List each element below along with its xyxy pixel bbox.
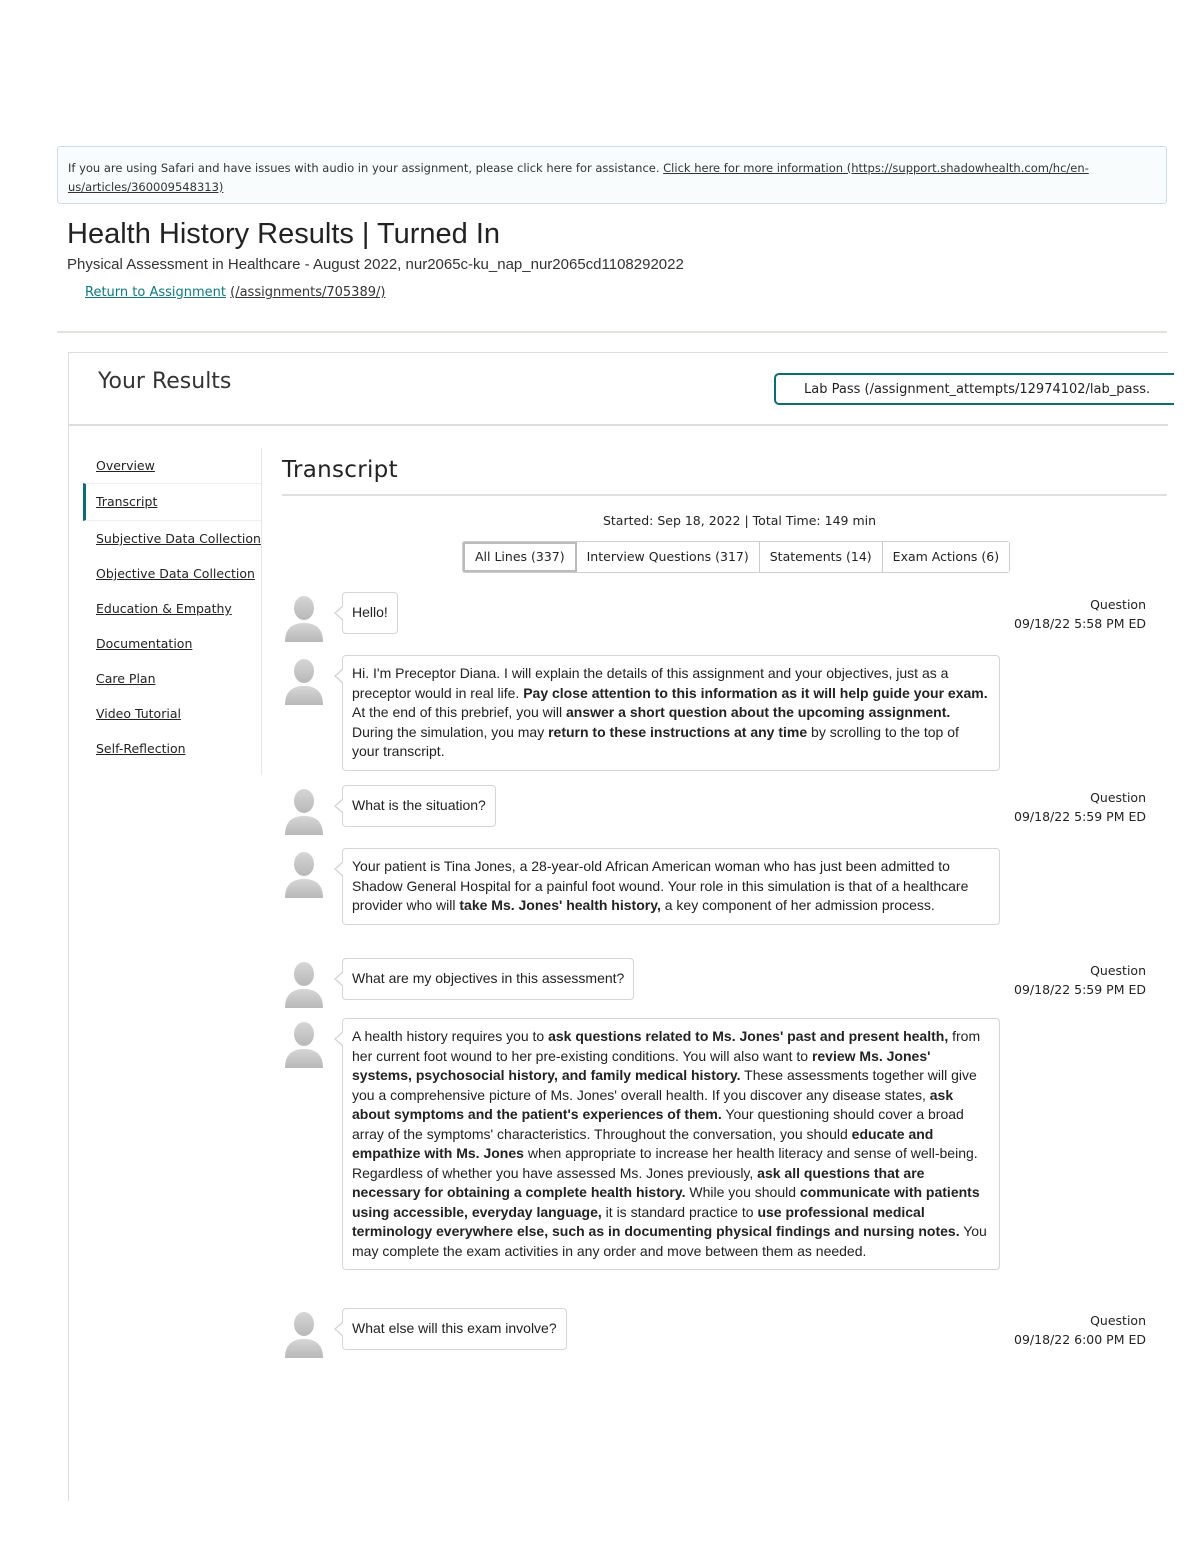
message-meta <box>1010 1311 1146 1349</box>
course-subtitle: Physical Assessment in Healthcare - August 2022, nur2065c-ku_nap_nur2065cd1108292022 <box>67 256 684 273</box>
message-text: a key component of her admission process. <box>660 897 935 913</box>
message-text: when appropriate to increase her health literacy and sense of well-being. Regardless of whether you have assessed Ms. Jones previously, <box>352 1145 978 1181</box>
avatar-icon <box>282 848 326 900</box>
transcript-divider <box>282 494 1167 496</box>
sidebar-item-overview[interactable]: Overview <box>96 458 155 473</box>
page-title: Health History Results | Turned In <box>67 218 501 250</box>
sidebar-item-video-tutorial[interactable]: Video Tutorial <box>96 706 181 721</box>
sidebar-item-self-reflection[interactable]: Self-Reflection <box>96 741 186 756</box>
avatar-icon <box>282 958 326 1010</box>
message-bubble: What is the situation? <box>342 785 496 827</box>
message-text: While you should <box>685 1184 800 1200</box>
message-text: These assessments together will give you a comprehensive picture of Ms. Jones' overall health. If you discover any disease states, <box>352 1067 977 1103</box>
sidebar-item-education-and-empathy[interactable]: Education & Empathy <box>96 601 232 616</box>
message-emphasis: ask all questions that are necessary for obtaining a complete health history. <box>352 1164 925 1200</box>
return-to-assignment-link[interactable]: Return to Assignment <box>85 285 226 300</box>
results-title: Your Results <box>98 369 232 394</box>
message-bubble: What are my objectives in this assessment? <box>342 958 634 1000</box>
message-timestamp: 09/18/22 5:58 PM ED <box>1014 616 1146 631</box>
filter-tab[interactable]: Statements (14) <box>760 542 883 572</box>
message-emphasis: review Ms. Jones' systems, psychosocial history, and family medical history. <box>352 1047 931 1083</box>
notice-more-info-link[interactable]: Click here for more information (https://support.shadowhealth.com/hc/en-us/articles/360009548313) <box>68 161 1089 194</box>
transcript-started-info: Started: Sep 18, 2022 | Total Time: 149 min <box>602 513 877 528</box>
filter-tab[interactable]: Exam Actions (6) <box>883 542 1009 572</box>
message-emphasis: educate and empathize with Ms. Jones <box>352 1125 934 1161</box>
message-meta <box>1010 595 1146 633</box>
message-emphasis: communicate with patients using accessible, everyday language, <box>352 1184 980 1220</box>
message-type: Question <box>1090 597 1146 612</box>
sidebar-item-care-plan[interactable]: Care Plan <box>96 671 156 686</box>
transcript-title: Transcript <box>282 457 398 483</box>
message-emphasis: return to these instructions at any time <box>548 723 808 740</box>
message-text: You may complete the exam activities in any order and move between them as needed. <box>352 1223 987 1259</box>
safari-audio-notice <box>57 146 1167 204</box>
transcript-filter-tabs <box>462 541 1010 573</box>
message-emphasis: ask about symptoms and the patient's experiences of them. <box>352 1086 954 1122</box>
avatar-icon <box>282 1018 326 1070</box>
results-sidebar-nav <box>83 448 262 775</box>
message-text: At the end of this prebrief, you will <box>352 704 566 720</box>
header-divider <box>57 331 1167 333</box>
message-bubble: Hello! <box>342 592 398 634</box>
message-emphasis: use professional medical terminology everywhere else, such as in documenting physical findings and nursing notes. <box>352 1203 960 1239</box>
message-bubble <box>342 1018 1000 1270</box>
message-meta <box>1010 961 1146 999</box>
sidebar-item-objective-data-collection[interactable]: Objective Data Collection <box>96 566 255 581</box>
message-type: Question <box>1090 1313 1146 1328</box>
message-bubble: What else will this exam involve? <box>342 1308 567 1350</box>
message-text: A health history requires you to <box>352 1028 549 1044</box>
message-type: Question <box>1090 963 1146 978</box>
message-timestamp: 09/18/22 5:59 PM ED <box>1014 982 1146 997</box>
notice-text: If you are using Safari and have issues with audio in your assignment, please click here for assistance. <box>68 161 660 175</box>
avatar-icon <box>282 785 326 837</box>
filter-tab[interactable]: All Lines (337) <box>463 542 577 572</box>
return-to-assignment <box>85 285 385 300</box>
sidebar-item-documentation[interactable]: Documentation <box>96 636 193 651</box>
message-text: by scrolling to the top of your transcript. <box>352 723 959 759</box>
message-emphasis: answer a short question about the upcoming assignment. <box>566 704 951 720</box>
message-emphasis: ask questions related to Ms. Jones' past and present health, <box>548 1028 949 1044</box>
message-emphasis: Pay close attention to this information as it will help guide your exam. <box>523 684 988 701</box>
results-header-panel <box>68 352 1168 426</box>
lab-pass-button[interactable]: Lab Pass (/assignment_attempts/12974102/lab_pass. <box>774 373 1174 405</box>
message-text: from her current foot wound to her pre-existing conditions. You will also want to <box>352 1028 981 1064</box>
message-text: Hi. I'm Preceptor Diana. I will explain the details of this assignment and your objectives, just as a preceptor would in real life. <box>352 665 949 701</box>
filter-tab[interactable]: Interview Questions (317) <box>577 542 760 572</box>
message-timestamp: 09/18/22 5:59 PM ED <box>1014 809 1146 824</box>
avatar-icon <box>282 655 326 707</box>
message-text: During the simulation, you may <box>352 723 549 740</box>
message-bubble <box>342 848 1000 925</box>
avatar-icon <box>282 1308 326 1360</box>
avatar-icon <box>282 592 326 644</box>
message-text: Your patient is Tina Jones, a 28-year-old African American woman who has just been admitted to Shadow General Hospital for a painful foot wound. Your role in this simulation is that of a healthcare provider who will <box>352 858 969 913</box>
message-type: Question <box>1090 790 1146 805</box>
return-to-assignment-url: (/assignments/705389/) <box>230 285 386 300</box>
message-timestamp: 09/18/22 6:00 PM ED <box>1014 1332 1146 1347</box>
message-meta <box>1010 788 1146 826</box>
message-text: it is standard practice to <box>601 1203 758 1220</box>
message-emphasis: take Ms. Jones' health history, <box>459 897 661 913</box>
sidebar-item-subjective-data-collection[interactable]: Subjective Data Collection <box>96 531 261 546</box>
message-bubble <box>342 655 1000 771</box>
message-text: Your questioning should cover a broad array of the symptoms' characteristics. Throughout the conversation, you should <box>352 1106 964 1142</box>
content-left-border <box>68 426 69 1501</box>
sidebar-item-transcript[interactable]: Transcript <box>83 483 261 521</box>
